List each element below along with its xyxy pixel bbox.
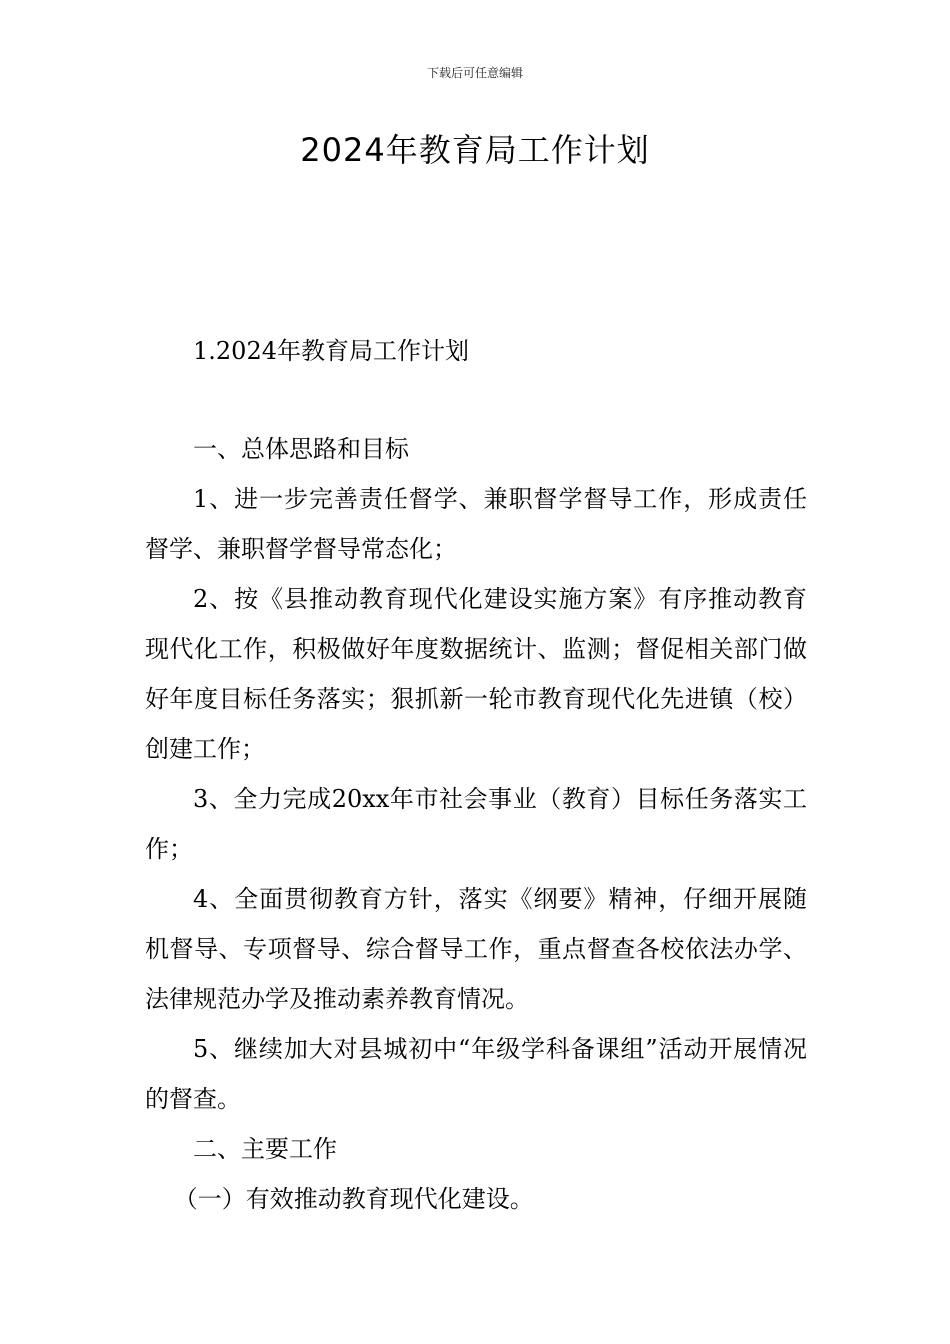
section-heading-plan: 1.2024年教育局工作计划 (193, 337, 469, 365)
section-heading-main-work: 二、主要工作 (193, 1135, 337, 1163)
goal-item-1: 1、进一步完善责任督学、兼职督学督导工作，形成责任督学、兼职督学督导常态化； (145, 485, 807, 563)
goal-item-3: 3、全力完成20xx年市社会事业（教育）目标任务落实工作； (145, 785, 807, 863)
document-title: 2024年教育局工作计划 (300, 131, 650, 169)
goal-item-4: 4、全面贯彻教育方针，落实《纲要》精神，仔细开展随机督导、专项督导、综合督导工作，重点督查各校依法办学、法律规范办学及推动素养教育情况。 (145, 885, 807, 1013)
section-heading-goals: 一、总体思路和目标 (193, 435, 409, 463)
main-work-item-1: （一）有效推动教育现代化建设。 (173, 1185, 534, 1213)
document-body (145, 326, 807, 1224)
goal-item-2: 2、按《县推动教育现代化建设实施方案》有序推动教育现代化工作，积极做好年度数据统计、监测；督促相关部门做好年度目标任务落实；狠抓新一轮市教育现代化先进镇（校）创建工作； (145, 585, 807, 763)
goal-item-5: 5、继续加大对县城初中“年级学科备课组”活动开展情况的督查。 (145, 1035, 807, 1113)
header-note: 下载后可任意编辑 (426, 66, 523, 80)
